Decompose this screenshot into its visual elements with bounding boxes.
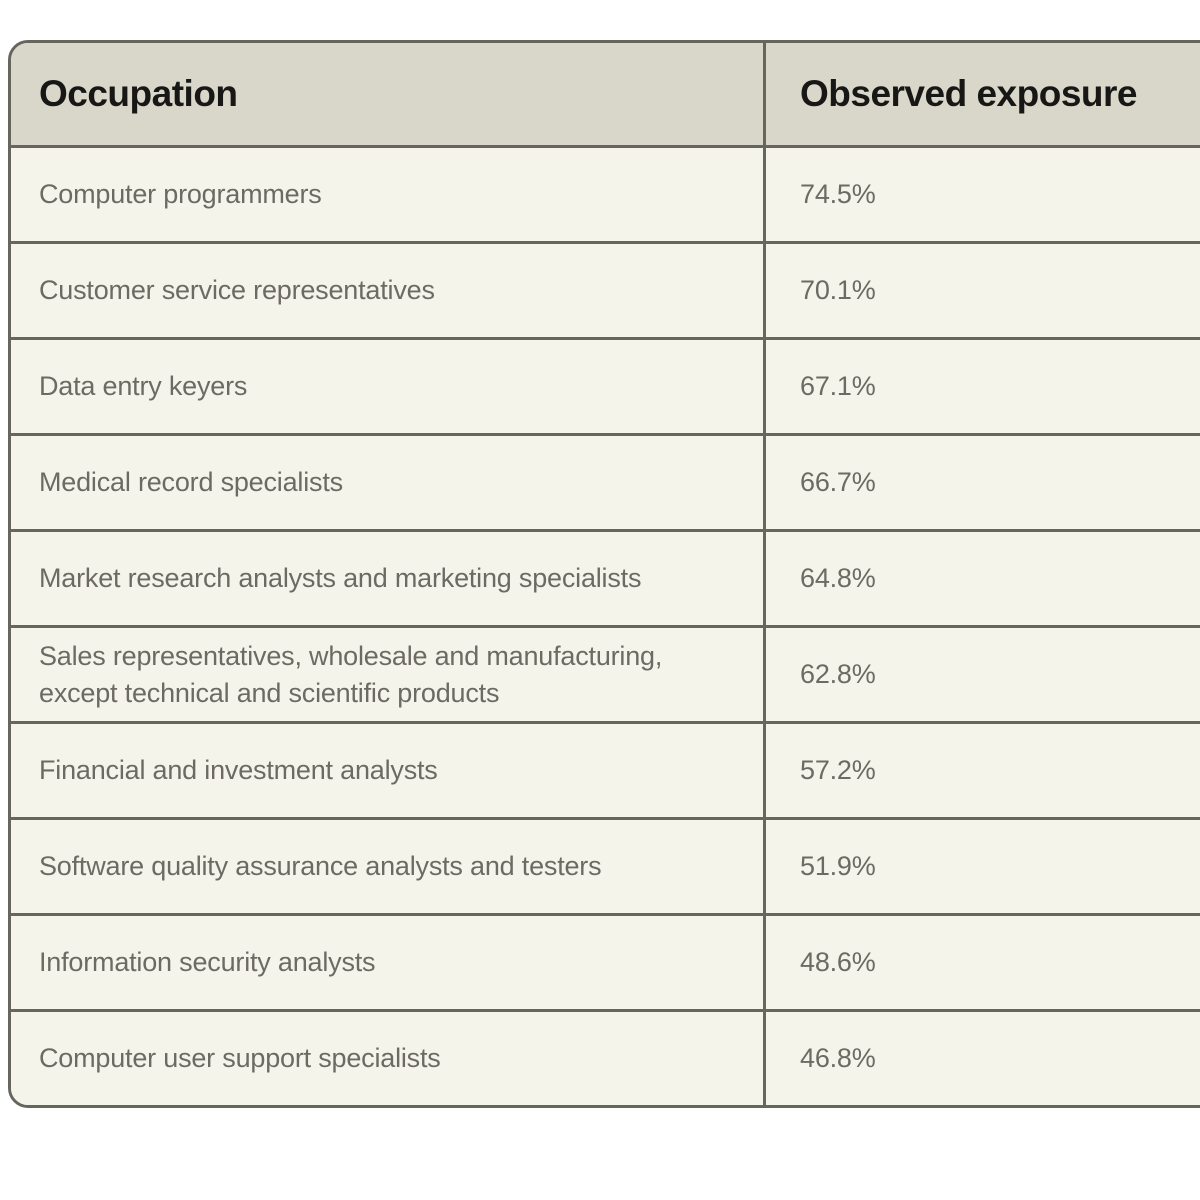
occupation-text: Market research analysts and marketing specialists: [39, 563, 642, 594]
table-row: [11, 817, 1200, 913]
exposure-cell: [766, 148, 1200, 241]
exposure-value: 67.1%: [800, 371, 876, 402]
exposure-cell: [766, 820, 1200, 913]
occupation-cell: [11, 148, 766, 241]
occupation-text: Medical record specialists: [39, 467, 343, 498]
column-header-occupation: [11, 43, 766, 145]
exposure-cell: [766, 916, 1200, 1009]
occupation-text: Computer user support specialists: [39, 1043, 441, 1074]
table-row: [11, 433, 1200, 529]
exposure-cell: [766, 724, 1200, 817]
occupation-text: Software quality assurance analysts and testers: [39, 851, 602, 882]
occupation-cell: [11, 724, 766, 817]
exposure-value: 66.7%: [800, 467, 876, 498]
exposure-value: 64.8%: [800, 563, 876, 594]
occupation-cell: [11, 340, 766, 433]
occupation-cell: [11, 1012, 766, 1105]
table-row: [11, 625, 1200, 721]
exposure-value: 74.5%: [800, 179, 876, 210]
exposure-cell: [766, 628, 1200, 721]
exposure-value: 57.2%: [800, 755, 876, 786]
column-header-exposure-label: Observed exposure: [800, 73, 1137, 114]
table-row: [11, 337, 1200, 433]
occupation-cell: [11, 436, 766, 529]
exposure-cell: [766, 244, 1200, 337]
exposure-cell: [766, 436, 1200, 529]
exposure-value: 51.9%: [800, 851, 876, 882]
occupation-cell: [11, 628, 766, 721]
column-header-exposure: [766, 43, 1200, 145]
table-row: [11, 529, 1200, 625]
occupation-text: Financial and investment analysts: [39, 755, 438, 786]
exposure-cell: [766, 1012, 1200, 1105]
column-header-occupation-label: Occupation: [39, 73, 238, 114]
occupation-cell: [11, 244, 766, 337]
exposure-cell: [766, 340, 1200, 433]
occupation-text: Computer programmers: [39, 179, 322, 210]
table-row: [11, 721, 1200, 817]
exposure-value: 48.6%: [800, 947, 876, 978]
table-header-row: [11, 43, 1200, 145]
occupation-text: Customer service representatives: [39, 275, 435, 306]
table-row: [11, 913, 1200, 1009]
table-row: [11, 145, 1200, 241]
occupation-cell: [11, 916, 766, 1009]
table-row: [11, 241, 1200, 337]
table-row: [11, 1009, 1200, 1105]
occupation-cell: [11, 820, 766, 913]
exposure-value: 70.1%: [800, 275, 876, 306]
exposure-table: [8, 40, 1200, 1108]
occupation-text: Sales representatives, wholesale and manufacturing, except technical and scientific products: [39, 641, 663, 708]
occupation-cell: [11, 532, 766, 625]
exposure-value: 62.8%: [800, 659, 876, 690]
occupation-text: Information security analysts: [39, 947, 376, 978]
occupation-text: Data entry keyers: [39, 371, 248, 402]
exposure-value: 46.8%: [800, 1043, 876, 1074]
exposure-cell: [766, 532, 1200, 625]
